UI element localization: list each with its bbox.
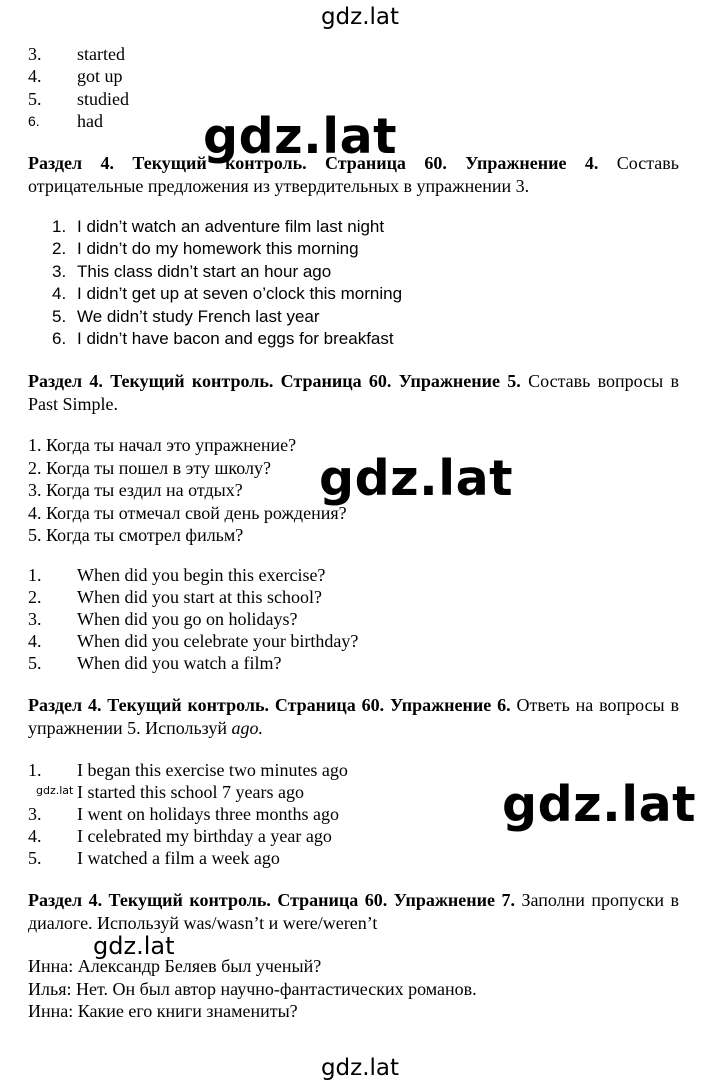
list-item: 5. Когда ты смотрел фильм? (28, 525, 244, 545)
task-text: Ответь на вопросы в упражнении 5. Используй (28, 695, 680, 738)
task-italic: ago. (231, 718, 264, 738)
watermark-large: gdz.lat (502, 776, 697, 833)
dialog-line: Илья: Нет. Он был автор научно-фантастических романов. (28, 978, 477, 999)
list-item: 5. We didn’t study French last year (52, 306, 320, 326)
exercise-5-heading (28, 370, 679, 416)
watermark-small: gdz.lat (93, 932, 175, 960)
exercise-7-dialog (28, 955, 477, 1023)
list-item: 1. Когда ты начал это упражнение? (28, 435, 297, 455)
list-item: 4. Когда ты отмечал свой день рождения? (28, 502, 347, 523)
section-title: Раздел 4. Текущий контроль. Страница 60. Упражнение 4. (28, 153, 599, 173)
list-item: 6. I didn’t have bacon and eggs for breakfast (52, 329, 394, 349)
dialog-line: Инна: Какие его книги знамениты? (28, 1001, 298, 1021)
task-text: Составь вопросы в Past Simple. (28, 371, 680, 414)
watermark-large: gdz.lat (319, 450, 514, 507)
section-title: Раздел 4. Текущий контроль. Страница 60. Упражнение 5. (28, 371, 521, 391)
watermark-large: gdz.lat (203, 108, 398, 165)
section-title: Раздел 4. Текущий контроль. Страница 60. Упражнение 6. (28, 695, 511, 715)
exercise-5-russian-questions (28, 434, 347, 547)
list-item: 1. I didn’t watch an adventure film last night (52, 217, 385, 236)
list-item: 2. I didn’t do my homework this morning (52, 239, 359, 259)
dialog-line: Инна: Александр Беляев был ученый? (28, 956, 322, 976)
exercise-4-answers (52, 216, 402, 350)
list-item: 4. I didn’t get up at seven o’clock this morning (52, 284, 403, 304)
list-item: 3. Когда ты ездил на отдых? (28, 480, 243, 500)
watermark-top: gdz.lat (320, 4, 400, 30)
watermark-tiny: gdz.lat (36, 784, 74, 797)
watermark-bottom: gdz.lat (320, 1055, 400, 1081)
list-item: 2. Когда ты пошел в эту школу? (28, 457, 271, 478)
task-text: Заполни пропуски в диалоге. Используй was/wasn’t и were/weren’t (28, 890, 680, 933)
task-text: Составь отрицательные предложения из утвердительных в упражнении 3. (28, 153, 679, 196)
section-title: Раздел 4. Текущий контроль. Страница 60. Упражнение 7. (28, 890, 516, 910)
list-item: 3. This class didn’t start an hour ago (52, 261, 332, 281)
exercise-6-heading (28, 694, 679, 740)
exercise-7-heading (28, 889, 679, 935)
